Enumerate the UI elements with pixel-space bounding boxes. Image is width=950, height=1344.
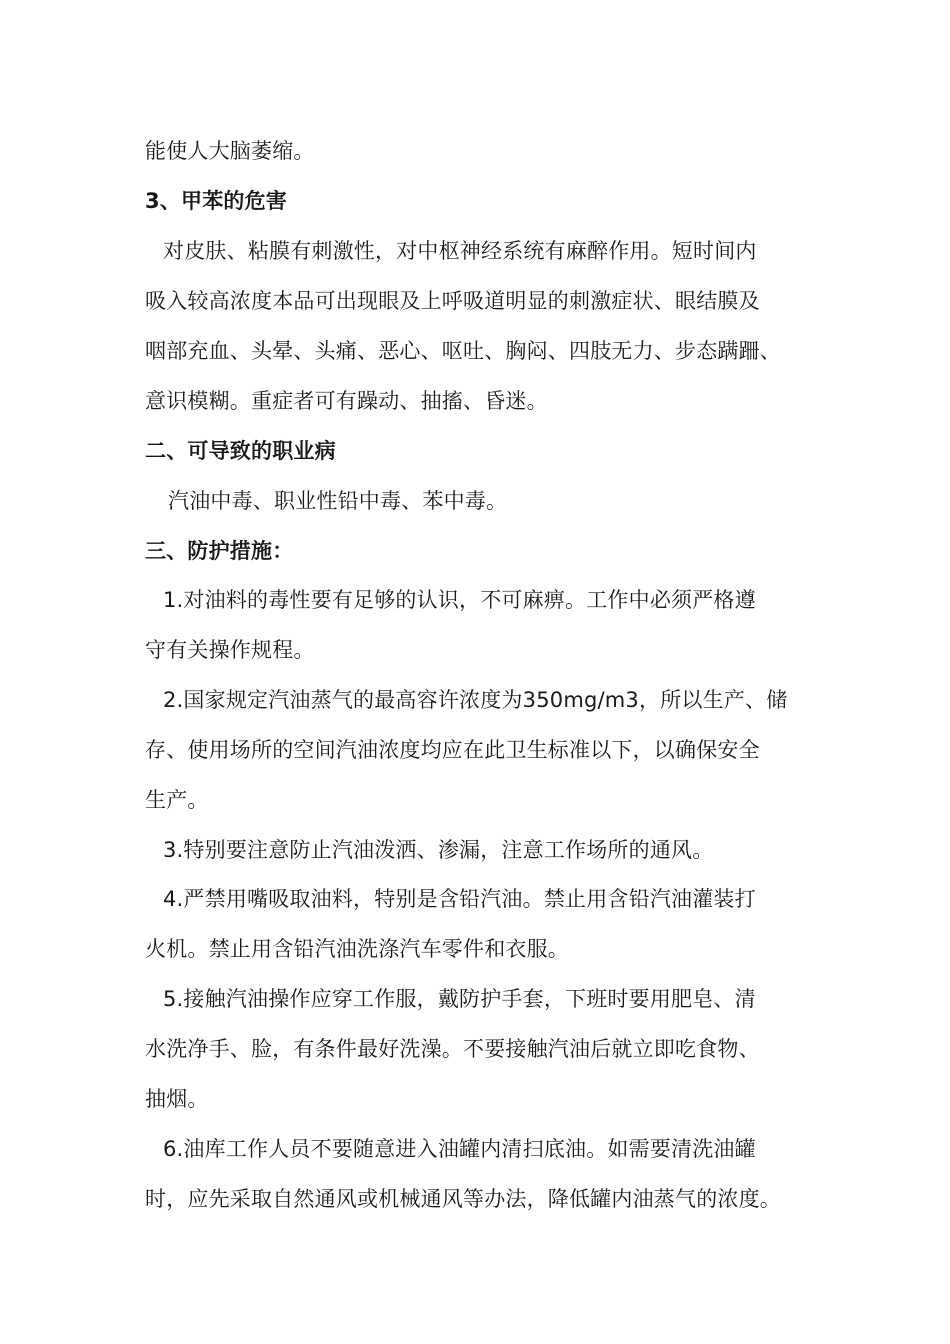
list-item-line: 守有关操作规程。 [145,638,315,662]
list-item-line: 6.油库工作人员不要随意进入油罐内清扫底油。如需要清洗油罐 [163,1137,756,1161]
paragraph-line: 咽部充血、头晕、头痛、恶心、呕吐、胸闷、四肢无力、步态蹒跚、 [145,339,781,363]
section-heading-toluene: 3、甲苯的危害 [145,189,288,213]
list-item-line: 1.对油料的毒性要有足够的认识，不可麻痹。工作中必须严格遵 [163,588,756,612]
list-item-line: 抽烟。 [145,1087,209,1111]
paragraph-line: 汽油中毒、职业性铅中毒、苯中毒。 [168,489,508,513]
list-item-line: 2.国家规定汽油蒸气的最高容许浓度为350mg/m3，所以生产、储 [163,688,788,712]
list-item-line: 4.严禁用嘴吸取油料，特别是含铅汽油。禁止用含铅汽油灌装打 [163,887,756,911]
paragraph-line: 对皮肤、粘膜有刺激性，对中枢神经系统有麻醉作用。短时间内 [163,239,757,263]
list-item-line: 火机。禁止用含铅汽油洗涤汽车零件和衣服。 [145,937,569,961]
list-item-line: 存、使用场所的空间汽油浓度均应在此卫生标准以下，以确保安全 [145,738,760,762]
paragraph-line: 意识模糊。重症者可有躁动、抽搐、昏迷。 [145,389,548,413]
section-heading-protection: 三、防护措施： [145,539,294,563]
list-item-line: 时，应先采取自然通风或机械通风等办法，降低罐内油蒸气的浓度。 [145,1187,781,1211]
section-heading-occupational-disease: 二、可导致的职业病 [145,439,336,463]
list-item-line: 3.特别要注意防止汽油泼洒、渗漏，注意工作场所的通风。 [163,838,714,862]
list-item-line: 5.接触汽油操作应穿工作服，戴防护手套，下班时要用肥皂、清 [163,987,756,1011]
list-item-line: 生产。 [145,788,209,812]
list-item-line: 水洗净手、脸，有条件最好洗澡。不要接触汽油后就立即吃食物、 [145,1037,760,1061]
paragraph-line: 吸入较高浓度本品可出现眼及上呼吸道明显的刺激症状、眼结膜及 [145,289,760,313]
paragraph-line: 能使人大脑萎缩。 [145,139,315,163]
